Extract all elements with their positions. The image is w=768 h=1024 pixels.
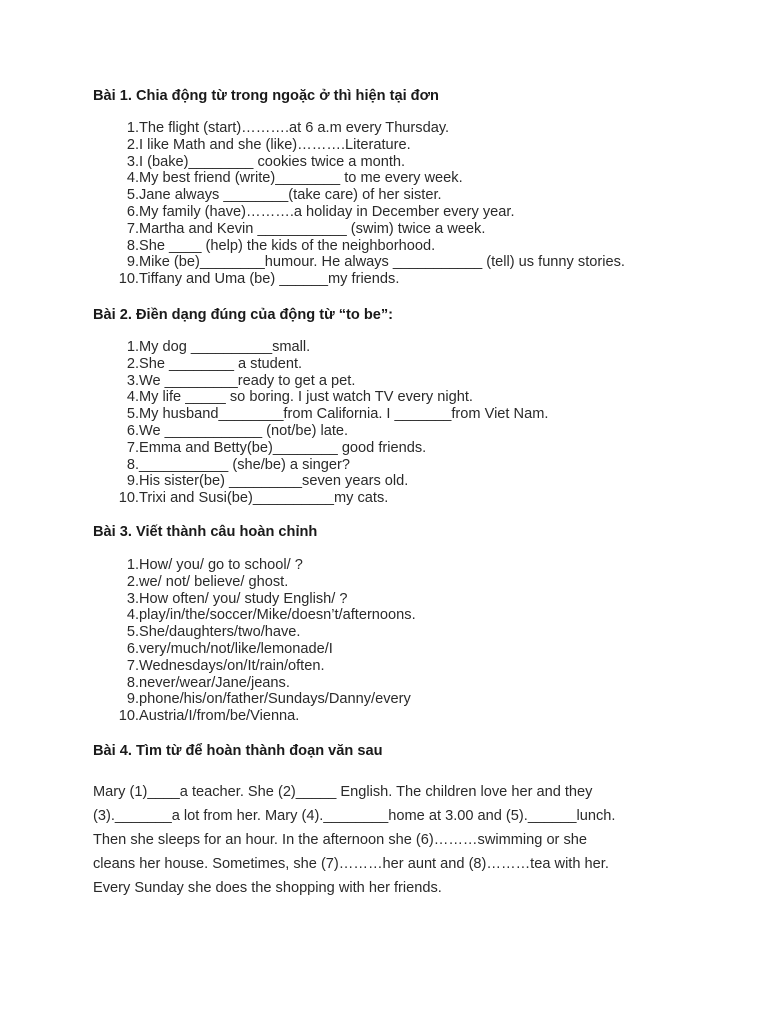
list-item: 9. His sister(be) _________seven years old. — [126, 473, 409, 490]
section-3-title: Bài 3. Viết thành câu hoàn chỉnh — [93, 524, 318, 540]
list-item: 10. Tiffany and Uma (be) ______my friends. — [118, 271, 400, 288]
list-item: 3. How often/ you/ study English/ ? — [126, 590, 348, 607]
list-item: 1. My dog __________small. — [126, 339, 311, 355]
list-item: 3. I (bake)________ cookies twice a month. — [126, 153, 406, 170]
list-item: 6. very/much/not/like/lemonade/I — [126, 640, 333, 657]
list-item: 4. My best friend (write)________ to me every week. — [126, 170, 463, 187]
list-item: 2. I like Math and she (like)……….Literature. — [126, 136, 411, 153]
paragraph-line: Every Sunday she does the shopping with her friends. — [93, 880, 442, 896]
list-item: 2. we/ not/ believe/ ghost. — [126, 573, 289, 590]
section-4-title: Bài 4. Tìm từ để hoàn thành đoạn văn sau — [93, 743, 383, 759]
paragraph-line: Mary (1)____a teacher. She (2)_____ English. The children love her and they — [93, 784, 593, 800]
paragraph-line: (3)._______a lot from her. Mary (4).________home at 3.00 and (5).______lunch. — [93, 808, 616, 824]
list-item: 6. My family (have)……….a holiday in December every year. — [126, 203, 515, 220]
list-item: 6. We ____________ (not/be) late. — [126, 422, 349, 439]
list-item: 8. never/wear/Jane/jeans. — [126, 674, 290, 691]
section-2-title: Bài 2. Điền dạng đúng của động từ “to be”: — [93, 307, 394, 323]
list-item: 7. Emma and Betty(be)________ good friends. — [126, 439, 427, 456]
list-item: 5. My husband________from California. I _______from Viet Nam. — [126, 406, 549, 423]
paragraph-line: cleans her house. Sometimes, she (7)………her aunt and (8)………tea with her. — [93, 856, 609, 872]
list-item: 1. The flight (start)……….at 6 a.m every Thursday. — [126, 120, 450, 136]
list-item: 4. play/in/the/soccer/Mike/doesn’t/afternoons. — [126, 607, 416, 624]
list-item: 9. Mike (be)________humour. He always ___________ (tell) us funny stories. — [126, 254, 625, 271]
list-item: 2. She ________ a student. — [126, 355, 303, 372]
list-item: 1. How/ you/ go to school/ ? — [126, 557, 303, 573]
list-item: 4. My life _____ so boring. I just watch TV every night. — [126, 389, 473, 406]
list-item: 7. Martha and Kevin ___________ (swim) twice a week. — [126, 220, 486, 237]
list-item: 3. We _________ready to get a pet. — [126, 372, 356, 389]
list-item: 10. Trixi and Susi(be)__________my cats. — [118, 490, 389, 507]
section-3-list — [93, 557, 733, 725]
section-1-title: Bài 1. Chia động từ trong ngoặc ở thì hiện tại đơn — [93, 88, 439, 104]
list-item: 8. ___________ (she/be) a singer? — [126, 456, 350, 473]
list-item: 5. Jane always ________(take care) of her sister. — [126, 187, 442, 204]
list-item: 10. Austria/I/from/be/Vienna. — [118, 708, 300, 725]
list-item: 7. Wednesdays/on/It/rain/often. — [126, 657, 325, 674]
list-item: 9. phone/his/on/father/Sundays/Danny/every — [126, 691, 411, 708]
paragraph-line: Then she sleeps for an hour. In the afternoon she (6)………swimming or she — [93, 832, 587, 848]
list-item: 8. She ____ (help) the kids of the neighborhood. — [126, 237, 436, 254]
section-2-list — [93, 339, 733, 507]
section-1-list — [93, 120, 733, 288]
list-item: 5. She/daughters/two/have. — [126, 624, 301, 641]
section-4-paragraph — [93, 780, 693, 900]
